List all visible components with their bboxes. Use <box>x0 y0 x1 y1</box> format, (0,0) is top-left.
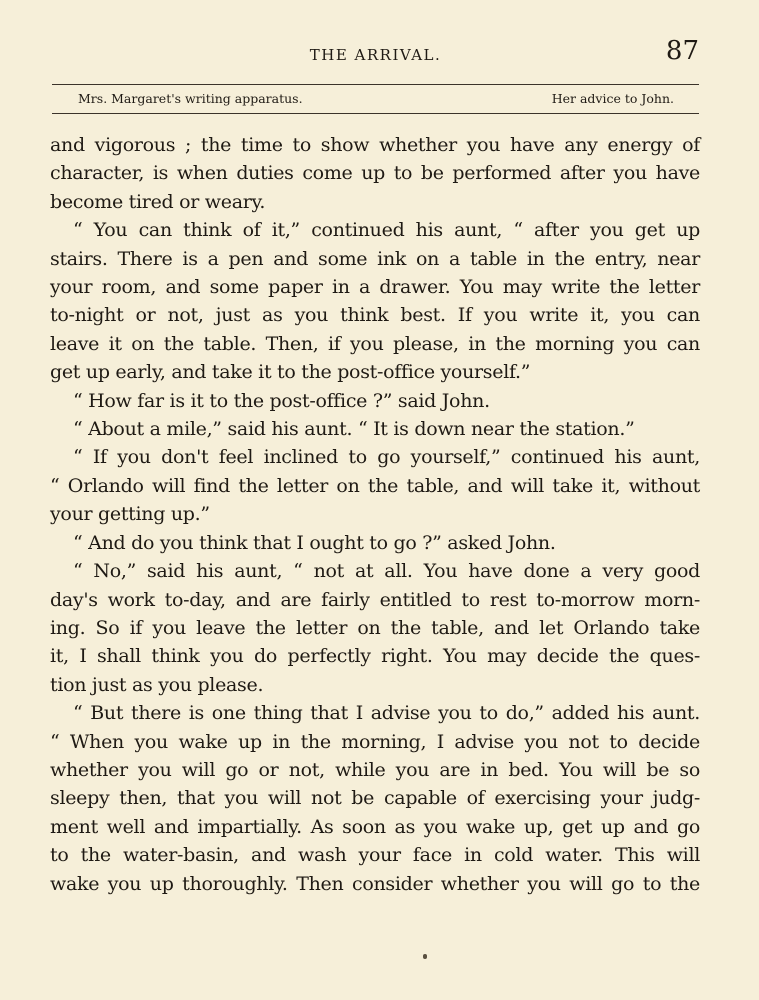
text-line: your getting up.” <box>50 503 210 526</box>
header-rule-bottom <box>52 113 699 114</box>
text-line: wake you up thoroughly. Then consider whether you will go to the <box>50 872 700 895</box>
text-line: “ And do you think that I ought to go ?” asked John. <box>73 531 556 554</box>
page-number: 87 <box>665 36 699 66</box>
chapter-title: THE ARRIVAL. <box>309 46 442 64</box>
text-line: stairs. There is a pen and some ink on a table in the entry, near <box>50 247 700 270</box>
text-line: leave it on the table. Then, if you please, in the morning you can <box>50 332 700 355</box>
text-line: get up early, and take it to the post-office yourself.” <box>50 361 531 384</box>
shoulder-notes <box>78 91 674 111</box>
text-line: “ When you wake up in the morning, I advise you not to decide <box>50 730 700 753</box>
text-line: “ If you don't feel inclined to go yourself,” continued his aunt, <box>73 446 700 469</box>
print-speck <box>423 954 427 959</box>
text-line: it, I shall think you do perfectly right. You may decide the ques- <box>50 645 700 668</box>
text-line: to the water-basin, and wash your face in cold water. This will <box>50 844 700 867</box>
text-line: “ About a mile,” said his aunt. “ It is down near the station.” <box>73 418 635 441</box>
text-line: “ How far is it to the post-office ?” said John. <box>73 389 490 412</box>
running-head <box>52 36 699 72</box>
text-line: day's work to-day, and are fairly entitled to rest to-morrow morn- <box>50 588 700 611</box>
text-line: character, is when duties come up to be performed after you have <box>50 162 700 185</box>
text-line: and vigorous ; the time to show whether you have any energy of <box>50 134 700 156</box>
text-line: “ You can think of it,” continued his aunt, “ after you get up <box>73 219 700 242</box>
text-line: tion just as you please. <box>50 673 264 696</box>
text-line: whether you will go or not, while you are in bed. You will be so <box>50 758 700 781</box>
text-line: “ Orlando will find the letter on the table, and will take it, without <box>50 474 700 497</box>
text-line: “ But there is one thing that I advise you to do,” added his aunt. <box>73 702 700 725</box>
body-text <box>50 131 700 898</box>
text-line: “ No,” said his aunt, “ not at all. You have done a very good <box>73 560 700 583</box>
text-line: to-night or not, just as you think best. If you write it, you can <box>50 304 700 327</box>
text-line: sleepy then, that you will not be capable of exercising your judg- <box>50 787 700 810</box>
shoulder-note-right: Her advice to John. <box>551 91 674 106</box>
text-line: ment well and impartially. As soon as you wake up, get up and go <box>50 815 700 838</box>
header-rule-top <box>52 84 699 85</box>
shoulder-note-left: Mrs. Margaret's writing apparatus. <box>78 91 303 106</box>
text-line: ing. So if you leave the letter on the table, and let Orlando take <box>50 616 700 639</box>
text-line: your room, and some paper in a drawer. You may write the letter <box>50 276 700 299</box>
text-line: become tired or weary. <box>50 190 266 213</box>
